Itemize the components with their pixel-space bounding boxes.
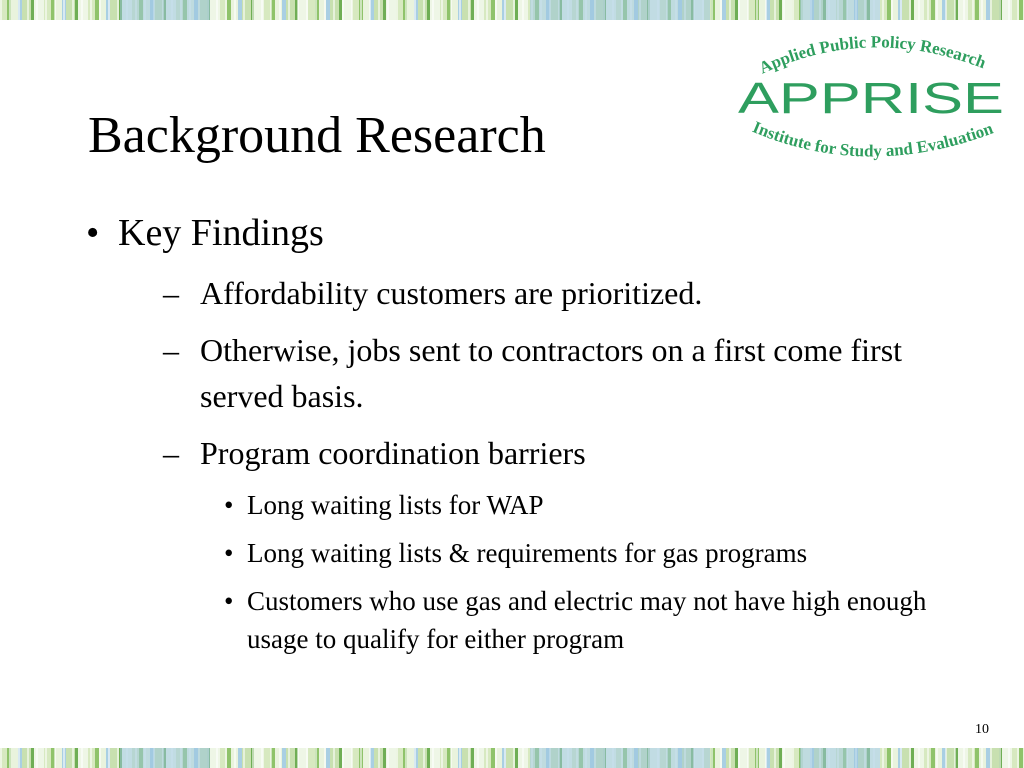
slide-title: Background Research <box>88 107 546 164</box>
sub-bullet-otherwise <box>163 327 960 419</box>
bullet-text: Key Findings <box>118 212 324 254</box>
bottom-border-blue-band <box>800 748 880 768</box>
apprise-logo-graphic <box>726 28 1010 178</box>
logo-top-arc-text <box>756 32 989 77</box>
bullet-marker: • <box>86 212 100 254</box>
sub-bullet-text: Affordability customers are prioritized. <box>200 275 703 311</box>
slide-body-bullets <box>80 207 960 658</box>
third-bullet-wap <box>222 486 960 524</box>
logo-bottom-arc-path-text: Institute for Study and Evaluation <box>749 117 996 161</box>
decorative-bottom-border <box>0 748 1024 768</box>
bullet-key-findings <box>80 207 960 658</box>
bullet-marker: • <box>224 586 234 616</box>
sub-bullet-text: Otherwise, jobs sent to contractors on a first come first served basis. <box>200 332 903 414</box>
sub-bullet-program-coordination <box>163 430 960 658</box>
third-bullet-gas-programs <box>222 534 960 572</box>
bottom-border-blue-band <box>120 748 210 768</box>
sub-bullet-affordability <box>163 270 960 316</box>
third-level-list <box>200 486 960 658</box>
top-border-blue-band <box>800 0 880 20</box>
sub-bullet-text: Program coordination barriers <box>200 435 586 471</box>
dash-marker: – <box>163 275 179 311</box>
top-border-blue-band <box>530 0 710 20</box>
decorative-top-border <box>0 0 1024 20</box>
dash-marker: – <box>163 332 179 368</box>
logo-bottom-arc-text <box>750 117 996 160</box>
sub-bullet-list <box>118 270 960 658</box>
third-bullet-text: Long waiting lists for WAP <box>247 490 544 520</box>
top-border-blue-band <box>120 0 210 20</box>
third-bullet-text: Long waiting lists & requirements for gas programs <box>247 538 808 568</box>
slide-page-number: 10 <box>975 722 989 737</box>
dash-marker: – <box>163 435 179 471</box>
bullet-marker: • <box>224 490 234 520</box>
apprise-logo <box>726 28 1010 178</box>
bullet-marker: • <box>224 538 234 568</box>
bottom-border-blue-band <box>530 748 710 768</box>
logo-acronym: APPRISE <box>738 74 1004 123</box>
logo-top-arc-path-text: Applied Public Policy Research <box>756 32 989 78</box>
third-bullet-gas-and-electric <box>222 582 960 658</box>
third-bullet-text: Customers who use gas and electric may not have high enough usage to qualify for either program <box>247 586 927 654</box>
